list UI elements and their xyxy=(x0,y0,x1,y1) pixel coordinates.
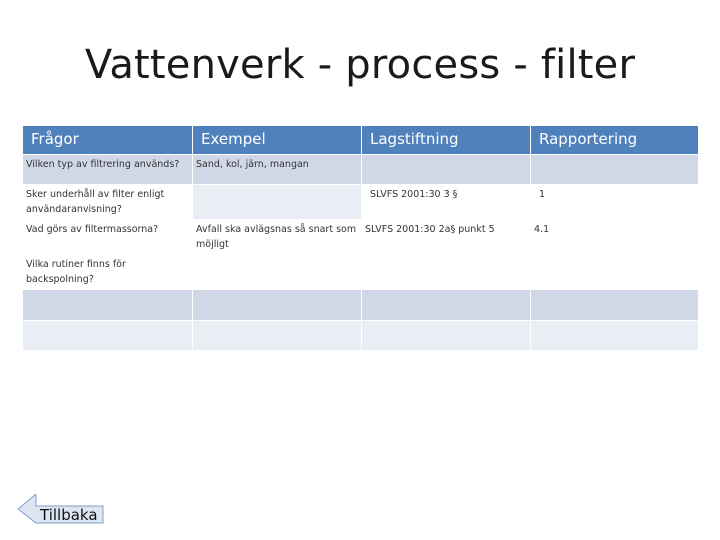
table-cell xyxy=(362,155,531,185)
table-cell: Avfall ska avlägsnas så snart som möjligt xyxy=(193,220,362,255)
table-row xyxy=(23,255,699,290)
table-cell xyxy=(531,321,699,351)
slide-title: Vattenverk - process - filter xyxy=(84,42,636,88)
table-row xyxy=(23,321,699,351)
table-cell xyxy=(193,321,362,351)
table-row xyxy=(23,155,699,185)
table-row xyxy=(23,220,699,255)
table-cell xyxy=(362,321,531,351)
table-cell: SLVFS 2001:30 3 § xyxy=(362,185,531,220)
table-cell xyxy=(23,321,193,351)
table-cell xyxy=(362,290,531,321)
table-cell xyxy=(531,255,699,290)
back-button-label: Tillbaka xyxy=(40,506,98,524)
header-fragor: Frågor xyxy=(23,126,193,155)
table-cell xyxy=(23,290,193,321)
table-cell xyxy=(531,290,699,321)
header-lagstiftning: Lagstiftning xyxy=(362,126,531,155)
table-cell xyxy=(362,255,531,290)
table-cell: Sker underhåll av filter enligt användaranvisning? xyxy=(23,185,193,220)
table-cell: Sand, kol, järn, mangan xyxy=(193,155,362,185)
header-rapportering: Rapportering xyxy=(531,126,699,155)
table-cell xyxy=(193,290,362,321)
question-table xyxy=(22,125,699,351)
table-cell: Vilka rutiner finns för backspolning? xyxy=(23,255,193,290)
header-exempel: Exempel xyxy=(193,126,362,155)
table-cell: Vilken typ av filtrering används? xyxy=(23,155,193,185)
table-header-row xyxy=(23,126,699,155)
table-cell xyxy=(193,185,362,220)
table-cell: 4.1 xyxy=(531,220,699,255)
table-row xyxy=(23,290,699,321)
table-row xyxy=(23,185,699,220)
back-button[interactable] xyxy=(18,494,104,524)
table-cell xyxy=(531,155,699,185)
table-cell: 1 xyxy=(531,185,699,220)
table-cell: SLVFS 2001:30 2a§ punkt 5 xyxy=(362,220,531,255)
table-cell: Vad görs av filtermassorna? xyxy=(23,220,193,255)
table-cell xyxy=(193,255,362,290)
